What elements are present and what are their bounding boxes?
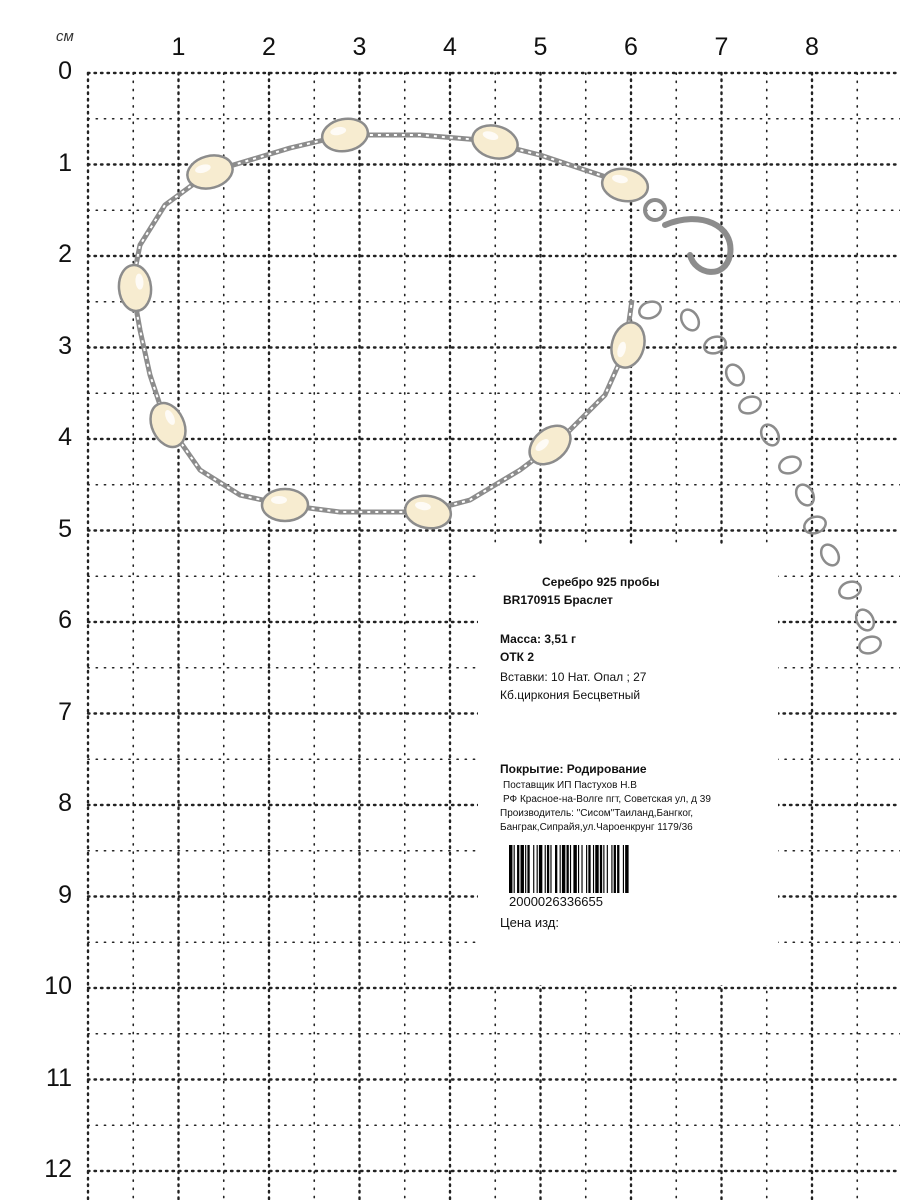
tag-coating: Покрытие: Родирование <box>500 762 647 776</box>
ruler-x-label: 2 <box>262 33 276 61</box>
ruler-x-label: 8 <box>805 33 819 61</box>
opal-stone <box>469 121 522 164</box>
tag-mass: Масса: 3,51 г <box>500 632 577 646</box>
lobster-clasp <box>645 200 730 272</box>
ruler-y-label: 9 <box>58 880 72 909</box>
barcode-number: 2000026336655 <box>509 894 603 909</box>
barcode <box>509 845 712 893</box>
ruler-y-label: 1 <box>58 148 72 177</box>
ruler-y-label: 3 <box>58 331 72 360</box>
ruler-y-label: 2 <box>58 240 72 269</box>
ruler-y-label: 8 <box>58 789 72 818</box>
ruler-x-label: 1 <box>171 33 186 61</box>
ruler-y-label: 10 <box>44 972 72 1001</box>
opal-stone <box>320 115 371 155</box>
opal-stone <box>117 264 153 313</box>
tag-supplier-line1: Поставщик ИП Пастухов Н.В <box>503 780 637 791</box>
ruler-y-label: 12 <box>44 1155 72 1184</box>
opal-stone <box>600 165 651 205</box>
ruler-x-label: 5 <box>533 33 548 61</box>
tag-inserts-line2: Кб.циркония Бесцветный <box>500 688 641 702</box>
tag-article: BR170915 Браслет <box>503 593 613 607</box>
tag-supplier-line2: РФ Красное-на-Волге пгт, Советская ул, д 39 <box>503 794 711 805</box>
tag-otk: ОТК 2 <box>500 650 534 664</box>
ruler-y-label: 4 <box>58 423 72 452</box>
ruler-x-label: 7 <box>714 33 729 61</box>
ruler-y-label: 11 <box>46 1063 72 1092</box>
tag-price-label: Цена изд: <box>500 915 560 930</box>
ruler-x-label: 4 <box>443 33 457 61</box>
tag-inserts-line1: Вставки: 10 Нат. Опал ; 27 <box>500 670 647 684</box>
tag-maker-line1: Производитель: "Сисом"Таиланд,Бангког, <box>500 808 694 819</box>
ruler-y-label: 6 <box>58 606 72 635</box>
tag-metal: Серебро 925 пробы <box>542 575 660 589</box>
opal-stone <box>607 319 650 372</box>
unit-label: см <box>56 28 74 45</box>
ruler-x-label: 3 <box>352 33 367 61</box>
ruler-y-label: 5 <box>58 514 72 543</box>
opal-stone <box>403 492 454 532</box>
ruler-x-label: 6 <box>624 33 638 61</box>
ruler-y-label: 7 <box>58 697 72 726</box>
opal-stone <box>262 489 308 521</box>
tag-maker-line2: Банграк,Сипрайя,ул.Чароенкрунг 1179/36 <box>500 822 693 833</box>
ruler-y-label: 0 <box>58 57 72 86</box>
